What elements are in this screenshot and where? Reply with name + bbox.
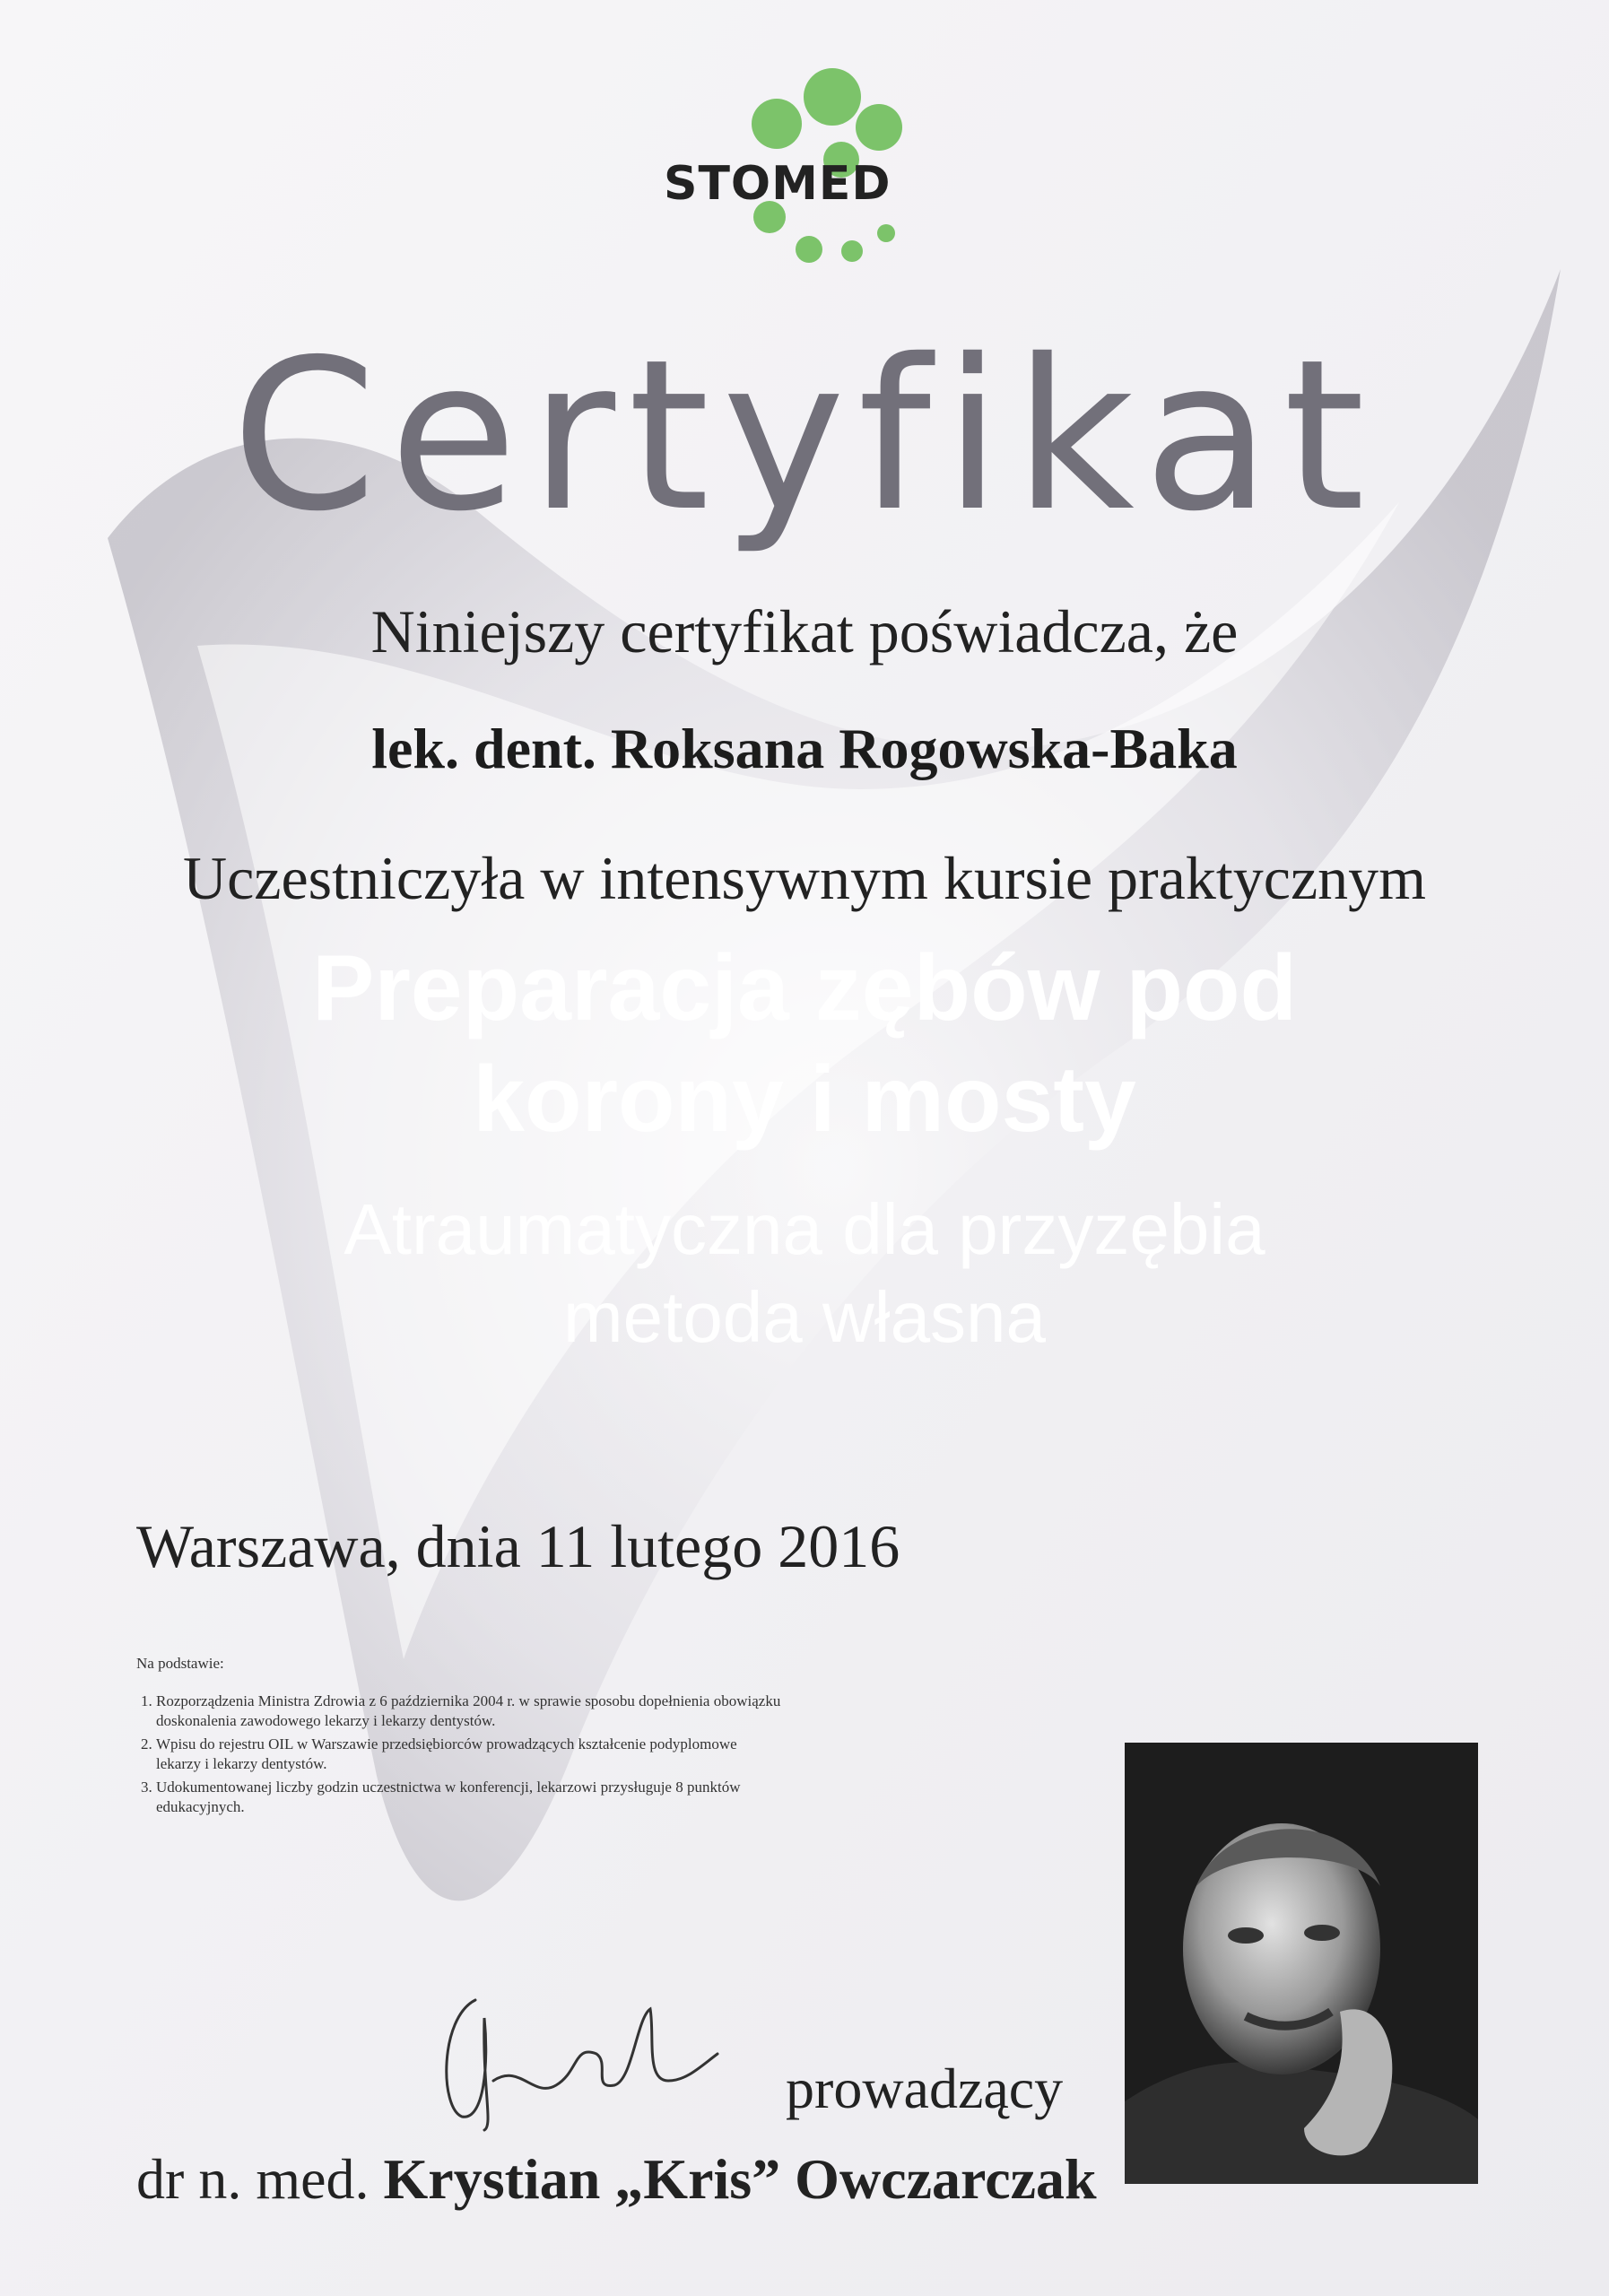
course-subtitle-line: metoda własna	[562, 1277, 1047, 1357]
instructor-full-name: Krystian „Kris” Owczarczak	[383, 2147, 1097, 2211]
place-and-date: Warszawa, dnia 11 lutego 2016	[136, 1512, 900, 1580]
certificate-title: Certyfikat	[231, 315, 1378, 557]
participation-text: Uczestniczyła w intensywnym kursie praktycznym	[182, 844, 1427, 912]
course-subtitle	[0, 1186, 1609, 1361]
certificate-intro: Niniejszy certyfikat poświadcza, że	[370, 597, 1239, 665]
legal-basis-list	[136, 1692, 782, 1817]
course-title	[0, 933, 1609, 1155]
course-subtitle-line: Atraumatyczna dla przyzębia	[344, 1189, 1265, 1269]
instructor-title: dr n. med.	[136, 2147, 370, 2211]
stomed-logo	[664, 63, 933, 278]
portrait-image	[1125, 1743, 1478, 2184]
recipient-name: lek. dent. Roksana Rogowska-Baka	[371, 717, 1238, 780]
course-title-line: korony i mosty	[473, 1048, 1136, 1152]
legal-basis-item: 1. Rozporządzenia Ministra Zdrowia z 6 października 2004 r. w sprawie sposobu dopełnienia obowiązku doskonalenia zawodowego lekarzy i lekarzy dentystów.	[156, 1692, 782, 1731]
legal-basis	[136, 1654, 782, 1821]
instructor-name	[136, 2146, 1097, 2213]
legal-basis-heading: Na podstawie:	[136, 1655, 224, 1672]
legal-basis-item: 3. Udokumentowanej liczby godzin uczestnictwa w konferencji, lekarzowi przysługuje 8 punktów edukacyjnych.	[156, 1778, 782, 1817]
legal-basis-item: 2. Wpisu do rejestru OIL w Warszawie przedsiębiorców prowadzących kształcenie podyplomowe lekarzy i lekarzy dentystów.	[156, 1735, 782, 1774]
logo-wordmark: STOMED	[664, 157, 891, 211]
instructor-role: prowadzący	[786, 2057, 1064, 2120]
course-title-line: Preparacja zębów pod	[311, 936, 1298, 1040]
handwritten-signature	[422, 1982, 726, 2135]
instructor-photo	[1125, 1743, 1478, 2184]
